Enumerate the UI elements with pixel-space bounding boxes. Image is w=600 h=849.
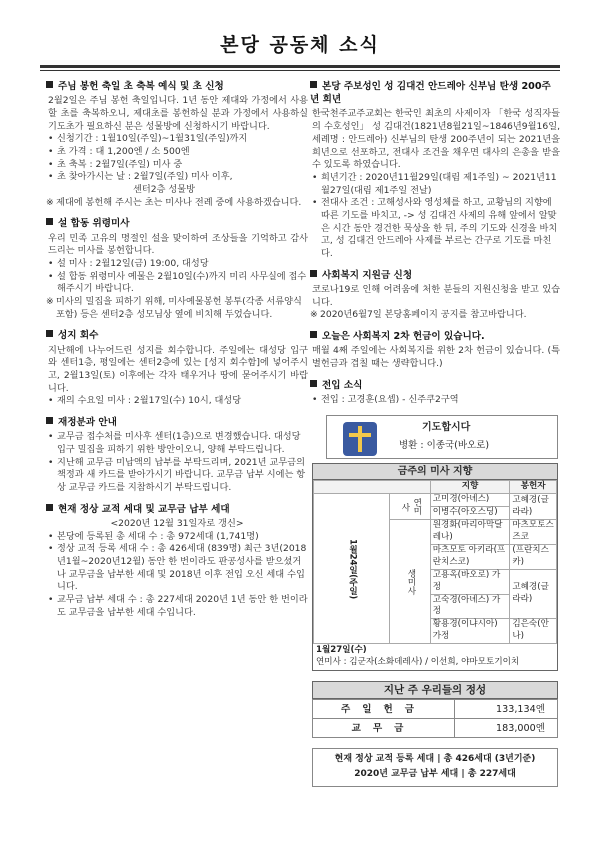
list-item: • 재의 수요일 미사 : 2월17일(수) 10시, 대성당 — [48, 395, 308, 408]
section-candle-blessing — [46, 80, 308, 209]
list-item: • 본당에 등록된 총 세대 수 : 총 972세대 (1,741명) — [48, 531, 308, 544]
mass-type: 생미사 — [390, 520, 431, 644]
section-finance — [46, 416, 308, 495]
right-column — [310, 80, 560, 787]
section-welfare-support — [310, 269, 560, 322]
list-item: • 신청기간 : 1월10일(주일)~1월31일(주일)까지 — [48, 133, 308, 146]
table-row: 마츠모토 아키라(프란치스코) (프란치스카) — [314, 545, 557, 570]
list-item: • 초 축복 : 2월7일(주일) 미사 중 — [48, 159, 308, 172]
section-title: 전입 소식 — [310, 379, 560, 392]
list-item: • 희년기간 : 2020년11월29일(대림 제1주일) ~ 2021년11월27일(대림 제1주일 전날) — [312, 172, 560, 197]
prayer-title: 기도합시다 — [422, 421, 471, 433]
column-header: 봉헌자 — [510, 481, 557, 494]
bullet-list — [312, 394, 560, 407]
table-row: 1월24일(주일) 연미사 고미경(아녜스) 고혜경(글라라) — [314, 494, 557, 507]
left-column — [46, 80, 308, 628]
table-row: 교무금 183,000엔 — [313, 719, 558, 738]
offering-title: 지난 주 우리들의 정성 — [312, 681, 558, 699]
paragraph: 코로나19로 인해 어려움에 처한 분들의 지원신청을 받고 있습니다. — [312, 283, 560, 308]
paragraph: 우리 민족 고유의 명절인 설을 맞이하여 조상들을 기억하고 감사드리는 미사를 봉헌합니다. — [48, 232, 308, 257]
list-item: • 교무금 납부 세대 수 : 총 227세대 2020년 1년 동안 한 번이라도 교무금을 납부한 세대 수입니다. — [48, 594, 308, 619]
square-bullet-icon — [46, 218, 53, 225]
prayer-box — [326, 415, 558, 459]
table-row: 생미사 원경화(마리아막달레나) 마츠모토스즈코 — [314, 520, 557, 545]
mass-date: 1월24일(주일) — [314, 494, 390, 644]
cross-icon — [343, 422, 377, 456]
section-title: 현재 정상 교적 세대 및 교무금 납부 세대 — [46, 503, 308, 516]
list-item: • 지난해 교무금 미납액의 납부를 부탁드리며, 2021년 교무금의 책정과 새 카드를 받아가시기 바랍니다. 교무금 납부 시에는 항상 교무금 카드를 지참하시기 부탁드립니다. — [48, 457, 308, 495]
table-row: 이병수(아오스딩) — [314, 507, 557, 520]
paragraph: 2월2일은 주님 봉헌 축일입니다. 1년 동안 제대와 가정에서 사용할 초를 축복하오니, 제대초를 봉헌하실 분과 가정에서 사용하실 기도초가 필요하신 분은 성물방에 신청하시기 바랍니다. — [48, 95, 308, 132]
square-bullet-icon — [46, 330, 53, 337]
section-title: 성지 회수 — [46, 329, 308, 342]
list-item: • 초 찾아가시는 날 : 2월7일(주일) 미사 이후, 센터2층 성물방 — [48, 171, 308, 196]
mass-type: 연미사 — [390, 494, 431, 520]
bullet-list — [48, 431, 308, 494]
list-item: • 전대사 조건 : 고해성사와 영성체를 하고, 교황님의 지향에 따른 기도를 바치고, -> 성 김대건 사제의 유해 앞에서 알맞은 시간 동안 경건한 묵상을 한 뒤, 주의 기도와 신경을 바치고, 성 김대건 안드레아 사제를 부르는 간구로 기도를 마친다. — [312, 197, 560, 260]
section-title: 설 합동 위령미사 — [46, 217, 308, 230]
list-item: • 초 가격 : 대 1,200엔 / 소 500엔 — [48, 146, 308, 159]
square-bullet-icon — [310, 380, 317, 387]
list-item: • 설 합동 위령미사 예물은 2월10일(수)까지 미리 사무실에 접수해주시기 바랍니다. — [48, 271, 308, 296]
table-row: 주일헌금 133,134엔 — [313, 700, 558, 719]
paragraph: 매월 4째 주일에는 사회복지를 위한 2차 헌금이 있습니다. (특별헌금과 겹칠 때는 생략합니다.) — [312, 345, 560, 369]
column-header: 지향 — [430, 481, 510, 494]
list-item: • 설 미사 : 2월12일(금) 19:00, 대성당 — [48, 258, 308, 271]
section-households — [46, 503, 308, 620]
mass-table-title: 금주의 미사 지향 — [313, 464, 557, 481]
note: ※ 미사의 밀집을 피하기 위해, 미사예물봉헌 봉투(각종 서류양식 포함) 등은 센터2층 성모님상 옆에 비치해 두었습니다. — [46, 296, 308, 321]
offering-table — [312, 681, 558, 738]
bullet-list — [312, 172, 560, 261]
table-row: 고용옥(바오로) 가정 고혜경(글라라) — [314, 569, 557, 594]
square-bullet-icon — [46, 81, 53, 88]
square-bullet-icon — [310, 270, 317, 277]
household-summary-box: 현재 정상 교적 등록 세대 | 총 426세대 (3년기준) 2020년 교무금 납부 세대 | 총 227세대 — [312, 748, 558, 787]
section-lunar-new-year-mass — [46, 217, 308, 321]
section-palm-collection — [46, 329, 308, 408]
section-title: 주님 봉헌 축일 초 축복 예식 및 초 신청 — [46, 80, 308, 93]
note: ※ 제대에 봉헌해 주시는 초는 미사나 전례 중에 사용하겠습니다. — [46, 197, 308, 210]
page-title: 본당 공동체 소식 — [220, 34, 380, 56]
section-jubilee — [310, 80, 560, 261]
paragraph: 지난해에 나누어드린 성지를 회수합니다. 주일에는 대성당 입구와 센터1층, 평일에는 센터2층에 있는 [성지 회수함]에 넣어주시고, 2월13일(토) 이후에는 각자 태우거나 땅에 묻어주시기 바랍니다. — [48, 344, 308, 394]
section-title: 오늘은 사회복지 2차 헌금이 있습니다. — [310, 330, 560, 343]
list-item: • 정상 교적 등록 세대 수 : 총 426세대 (839명) 최근 3년(2018년1월~2020년12월) 동안 한 번이라도 판공성사를 받으셨거나 교무금을 납부한 세대 및 2018년 이후 전입 오신 세대 수입니다. — [48, 543, 308, 594]
table-row: 황용경(이냐시아) 가정 김은숙(안나) — [314, 619, 557, 644]
update-date: <2020년 12월 31일자로 갱신> — [110, 518, 244, 530]
mass-footer: 1월27일(수) 연미사 : 김군자(소화데레사) / 이선희, 야마모토기이치 — [316, 644, 520, 667]
section-second-collection — [310, 330, 560, 371]
prayer-line: 병환 : 이종국(바오로) — [399, 439, 490, 451]
paragraph: 한국천주교주교회는 한국인 최초의 사제이자 「한국 성직자들의 수호성인」 성 김대건(1821년8월21일~1846년9월16일, 세례명 : 안드레아) 신부님의 탄생 200주년이 되는 2021년을 희년으로 선포하고, 전대사 조건을 채우면 대사의 은총을 받을 수 있도록 하였습니다. — [312, 108, 560, 171]
section-title: 재정분과 안내 — [46, 416, 308, 429]
title-divider — [40, 65, 560, 71]
mass-table — [313, 480, 557, 644]
note: ※ 2020년6월7일 본당홈페이지 공지를 참고바랍니다. — [310, 309, 560, 322]
square-bullet-icon — [46, 504, 53, 511]
bullet-list — [48, 395, 308, 408]
bullet-list — [48, 133, 308, 196]
square-bullet-icon — [310, 81, 317, 88]
list-item: • 교무금 접수처를 미사후 센터(1층)으로 변경했습니다. 대성당 입구 밀집을 피하기 위한 방안이오니, 양해 부탁드립니다. — [48, 431, 308, 456]
bullet-list — [48, 531, 308, 620]
table-row: 고숙경(아녜스) 가정 — [314, 594, 557, 619]
section-title: 사회복지 지원금 신청 — [310, 269, 560, 282]
section-transfer-in — [310, 379, 560, 407]
section-title: 본당 주보성인 성 김대건 안드레아 신부님 탄생 200주년 희년 — [310, 81, 551, 106]
bullet-list — [48, 258, 308, 296]
mass-intentions-table — [312, 463, 558, 671]
square-bullet-icon — [46, 417, 53, 424]
square-bullet-icon — [310, 331, 317, 338]
list-item: • 전입 : 고경훈(요셉) - 신주쿠2구역 — [312, 394, 560, 407]
